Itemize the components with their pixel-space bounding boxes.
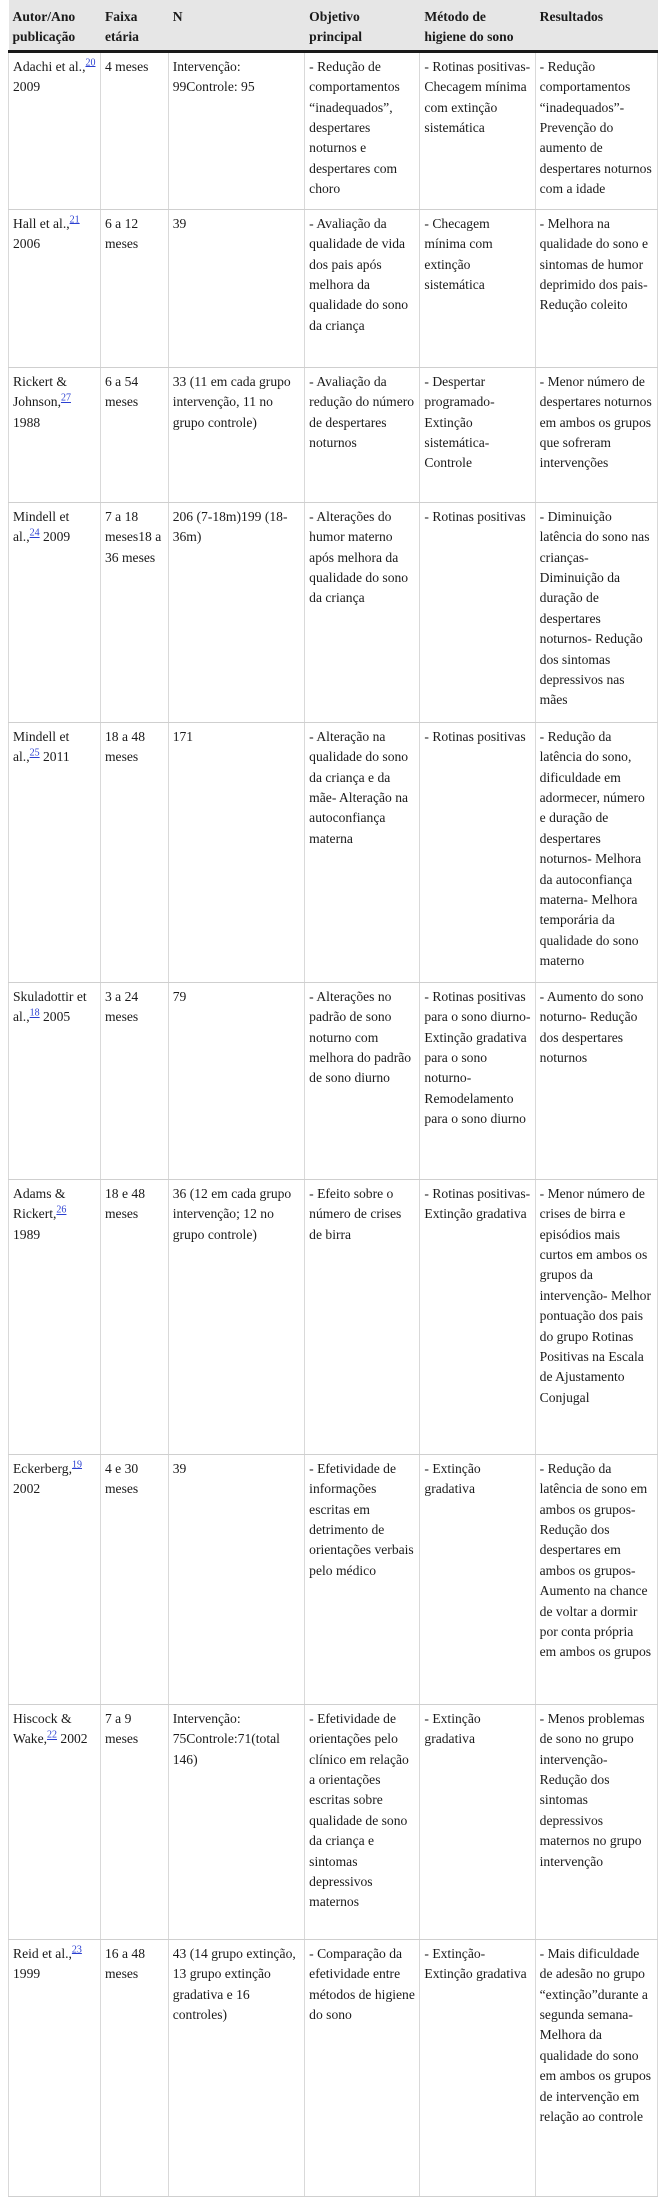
objective-cell: - Redução de comportamentos “inadequados”, despertares noturnos e despertares com choro — [305, 51, 420, 209]
header-row — [9, 0, 658, 51]
author-name: Mindell et al., — [13, 508, 70, 545]
author-name: Hiscock & Wake, — [13, 1710, 72, 1747]
reference-superscript — [30, 528, 40, 539]
author-name: Rickert & Johnson, — [13, 373, 67, 410]
n-cell: Intervenção: 99Controle: 95 — [168, 51, 304, 209]
author-cell — [9, 1704, 101, 1939]
author-year: 2002 — [57, 1731, 88, 1747]
reference-link[interactable]: 18 — [29, 1007, 40, 1019]
author-year: 2009 — [13, 79, 41, 95]
reference-link[interactable]: 23 — [71, 1944, 82, 1956]
age-cell: 16 a 48 meses — [100, 1939, 168, 2196]
header-objective: Objetivo principal — [305, 0, 420, 51]
author-cell — [9, 1179, 101, 1454]
header-n: N — [168, 0, 304, 51]
author-year: 2005 — [39, 1009, 71, 1025]
author-cell — [9, 502, 101, 722]
table-row — [9, 367, 658, 502]
author-name: Skuladottir et al., — [13, 988, 87, 1025]
author-year: 2002 — [13, 1481, 41, 1497]
table-row — [9, 209, 658, 367]
reference-link[interactable]: 21 — [69, 214, 80, 226]
reference-superscript — [72, 1944, 82, 1955]
method-cell: - Rotinas positivas para o sono diurno- Extinção gradativa para o sono noturno- Remodelamento para o sono diurno — [420, 982, 535, 1179]
author-cell — [9, 209, 101, 367]
n-cell: Intervenção: 75Controle:71(total 146) — [168, 1704, 304, 1939]
reference-superscript — [72, 1459, 82, 1470]
objective-cell: - Efetividade de informações escritas em detrimento de orientações verbais pelo médico — [305, 1454, 420, 1704]
reference-link[interactable]: 24 — [29, 527, 40, 539]
author-year: 2009 — [39, 529, 71, 545]
age-cell: 6 a 12 meses — [100, 209, 168, 367]
results-cell: - Diminuição latência do sono nas crianças- Diminuição da duração de despertares noturnos- Redução dos sintomas depressivos nas mães — [535, 502, 657, 722]
author-cell — [9, 1454, 101, 1704]
n-cell: 171 — [168, 722, 304, 982]
n-cell: 79 — [168, 982, 304, 1179]
table-row — [9, 502, 658, 722]
results-cell: - Menos problemas de sono no grupo intervenção- Redução dos sintomas depressivos maternos no grupo intervenção — [535, 1704, 657, 1939]
results-cell: - Redução comportamentos “inadequados”- Prevenção do aumento de despertares noturnos com a idade — [535, 51, 657, 209]
n-cell: 39 — [168, 1454, 304, 1704]
reference-superscript — [30, 748, 40, 759]
age-cell: 3 a 24 meses — [100, 982, 168, 1179]
reference-superscript — [56, 1205, 66, 1216]
author-cell — [9, 982, 101, 1179]
n-cell: 36 (12 em cada grupo intervenção; 12 no grupo controle) — [168, 1179, 304, 1454]
age-cell: 7 a 9 meses — [100, 1704, 168, 1939]
author-cell — [9, 367, 101, 502]
reference-superscript — [47, 1730, 57, 1741]
results-cell: - Menor número de despertares noturnos em ambos os grupos que sofreram intervenções — [535, 367, 657, 502]
method-cell: - Extinção- Extinção gradativa — [420, 1939, 535, 2196]
reference-superscript — [70, 214, 80, 225]
table-row — [9, 1179, 658, 1454]
author-cell — [9, 722, 101, 982]
author-name: Hall et al., — [13, 215, 70, 231]
reference-link[interactable]: 19 — [72, 1459, 83, 1471]
reference-link[interactable]: 22 — [47, 1729, 58, 1741]
reference-link[interactable]: 26 — [56, 1204, 67, 1216]
table-row — [9, 982, 658, 1179]
table-row — [9, 1454, 658, 1704]
author-cell — [9, 1939, 101, 2196]
reference-superscript — [30, 1008, 40, 1019]
table-header — [9, 0, 658, 51]
reference-superscript — [61, 393, 71, 404]
table-row — [9, 1939, 658, 2196]
author-name: Mindell et al., — [13, 728, 70, 765]
method-cell: - Rotinas positivas- Extinção gradativa — [420, 1179, 535, 1454]
author-year: 1999 — [13, 1966, 41, 1982]
reference-link[interactable]: 27 — [60, 392, 71, 404]
age-cell: 7 a 18 meses18 a 36 meses — [100, 502, 168, 722]
method-cell: - Extinção gradativa — [420, 1454, 535, 1704]
age-cell: 18 e 48 meses — [100, 1179, 168, 1454]
n-cell: 33 (11 em cada grupo intervenção, 11 no grupo controle) — [168, 367, 304, 502]
objective-cell: - Alterações do humor materno após melhora da qualidade do sono da criança — [305, 502, 420, 722]
header-method: Método de higiene do sono — [420, 0, 535, 51]
results-cell: - Aumento do sono noturno- Redução dos despertares noturnos — [535, 982, 657, 1179]
method-cell: - Rotinas positivas — [420, 722, 535, 982]
results-cell: - Melhora na qualidade do sono e sintomas de humor deprimido dos pais- Redução coleito — [535, 209, 657, 367]
n-cell: 39 — [168, 209, 304, 367]
objective-cell: - Efeito sobre o número de crises de birra — [305, 1179, 420, 1454]
author-cell — [9, 51, 101, 209]
header-age: Faixa etária — [100, 0, 168, 51]
results-cell: - Redução da latência do sono, dificuldade em adormecer, número e duração de despertares noturnos- Melhora da autoconfiança materna- Melhora temporária da qualidade do sono materno — [535, 722, 657, 982]
author-year: 2006 — [13, 236, 41, 252]
header-results: Resultados — [535, 0, 657, 51]
results-cell: - Mais dificuldade de adesão no grupo “extinção”durante a segunda semana- Melhora da qualidade do sono em ambos os grupos de intervenção em relação ao controle — [535, 1939, 657, 2196]
method-cell: - Despertar programado- Extinção sistemática- Controle — [420, 367, 535, 502]
author-year: 1989 — [13, 1226, 41, 1242]
reference-link[interactable]: 20 — [85, 57, 96, 69]
table-body — [9, 51, 658, 2196]
objective-cell: - Alteração na qualidade do sono da criança e da mãe- Alteração na autoconfiança materna — [305, 722, 420, 982]
age-cell: 4 meses — [100, 51, 168, 209]
objective-cell: - Avaliação da redução do número de despertares noturnos — [305, 367, 420, 502]
objective-cell: - Alterações no padrão de sono noturno com melhora do padrão de sono diurno — [305, 982, 420, 1179]
method-cell: - Rotinas positivas — [420, 502, 535, 722]
author-name: Eckerberg, — [13, 1460, 73, 1476]
method-cell: - Extinção gradativa — [420, 1704, 535, 1939]
objective-cell: - Avaliação da qualidade de vida dos pais após melhora da qualidade do sono da criança — [305, 209, 420, 367]
studies-table — [8, 0, 658, 2197]
age-cell: 18 a 48 meses — [100, 722, 168, 982]
results-cell: - Redução da latência de sono em ambos os grupos- Redução dos despertares em ambos os grupos- Aumento na chance de voltar a dormir por conta própria em ambos os grupos — [535, 1454, 657, 1704]
author-name: Adams & Rickert, — [13, 1185, 66, 1222]
n-cell: 43 (14 grupo extinção, 13 grupo extinção gradativa e 16 controles) — [168, 1939, 304, 2196]
author-year: 2011 — [39, 749, 70, 765]
reference-superscript — [85, 57, 95, 68]
header-author: Autor/Ano publicação — [9, 0, 101, 51]
table-row — [9, 1704, 658, 1939]
objective-cell: - Comparação da efetividade entre métodos de higiene do sono — [305, 1939, 420, 2196]
table-row — [9, 51, 658, 209]
objective-cell: - Efetividade de orientações pelo clínico em relação a orientações escritas sobre qualidade de sono da criança e sintomas depressivos maternos — [305, 1704, 420, 1939]
n-cell: 206 (7-18m)199 (18-36m) — [168, 502, 304, 722]
method-cell: - Rotinas positivas- Checagem mínima com extinção sistemática — [420, 51, 535, 209]
age-cell: 4 e 30 meses — [100, 1454, 168, 1704]
age-cell: 6 a 54 meses — [100, 367, 168, 502]
table-row — [9, 722, 658, 982]
author-name: Reid et al., — [13, 1945, 72, 1961]
author-name: Adachi et al., — [13, 58, 86, 74]
author-year: 1988 — [13, 414, 41, 430]
method-cell: - Checagem mínima com extinção sistemática — [420, 209, 535, 367]
reference-link[interactable]: 25 — [29, 747, 40, 759]
results-cell: - Menor número de crises de birra e episódios mais curtos em ambos os grupos da intervenção- Melhor pontuação dos pais do grupo Rotinas Positivas na Escala de Ajustamento Conjugal — [535, 1179, 657, 1454]
